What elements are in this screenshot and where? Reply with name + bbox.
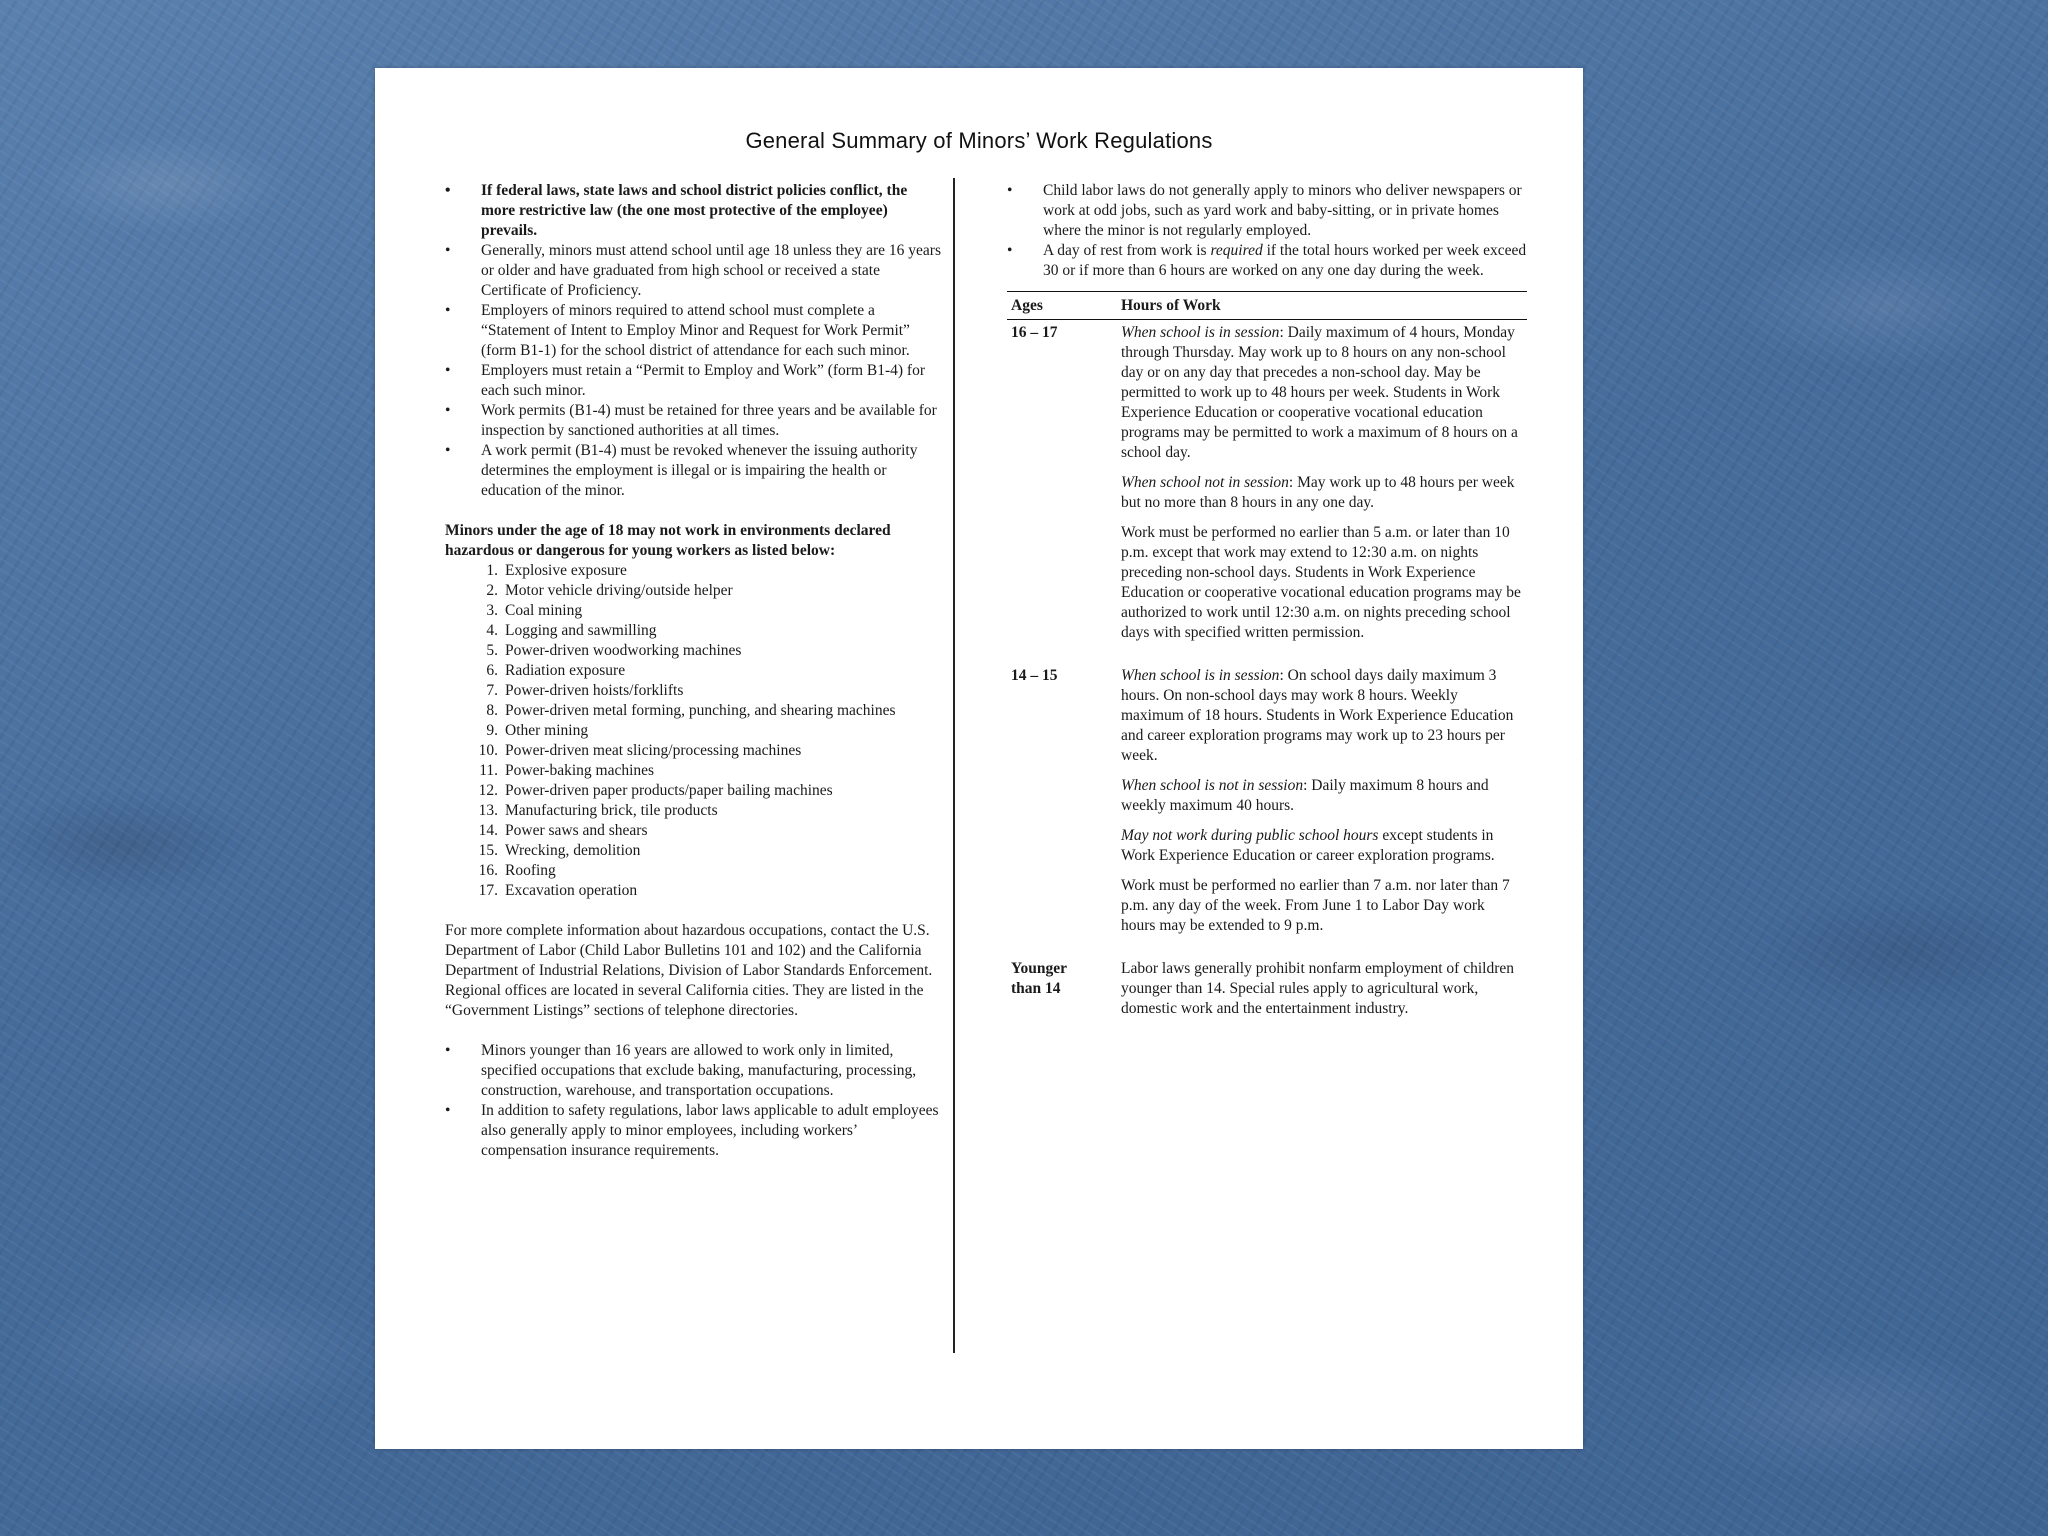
hazard-text: Power-driven metal forming, punching, and shearing machines: [505, 702, 896, 719]
bullet-icon: •: [445, 362, 451, 379]
list-item: [445, 1041, 945, 1101]
document-title: General Summary of Minors’ Work Regulations: [745, 128, 1213, 153]
list-item-text: Generally, minors must attend school until age 18 unless they are 16 years or older and have graduated from high school or received a state Certificate of Proficiency.: [481, 242, 942, 299]
emphasis-text: When school is in session: [1121, 324, 1280, 341]
hazard-number: 17.: [478, 882, 498, 899]
hazard-number: 14.: [478, 822, 498, 839]
list-item-text: Employers of minors required to attend school must complete a “Statement of Intent to Employ Minor and Request for Work Permit” (form B1-1) for the school district of attendance for each such minor.: [481, 302, 910, 359]
hazard-number: 9.: [486, 722, 498, 739]
hazard-item: [445, 761, 945, 781]
list-item: [445, 181, 945, 241]
hours-header: Hours of Work: [1121, 297, 1221, 314]
hazard-text: Wrecking, demolition: [505, 842, 641, 859]
hazard-item: [445, 801, 945, 821]
hazard-item: [445, 781, 945, 801]
hazard-item: [445, 701, 945, 721]
hazard-text: Manufacturing brick, tile products: [505, 802, 718, 819]
hours-paragraph: [1121, 323, 1521, 463]
hazard-item: [445, 581, 945, 601]
hazard-number: 3.: [486, 602, 498, 619]
hazard-item: [445, 621, 945, 641]
bullet-icon: •: [445, 402, 451, 419]
hazard-number: 1.: [486, 562, 498, 579]
hazard-item: [445, 721, 945, 741]
hours-table: [1007, 291, 1527, 1019]
document-page: [375, 68, 1583, 1449]
hazard-item: [445, 861, 945, 881]
hazard-number: 4.: [486, 622, 498, 639]
hazard-intro: Minors under the age of 18 may not work in environments declared hazardous or dangerous for young workers as listed below:: [445, 522, 891, 559]
age-text: than 14: [1011, 980, 1061, 997]
ages-header: Ages: [1011, 297, 1043, 314]
hazard-number: 13.: [478, 802, 498, 819]
hours-paragraph: Work must be performed no earlier than 7 a.m. nor later than 7 p.m. any day of the week. From June 1 to Labor Day work hours may be extended to 9 p.m.: [1121, 877, 1510, 934]
bullet-icon: •: [1007, 242, 1013, 259]
list-item-text: A work permit (B1-4) must be revoked whenever the issuing authority determines the employment is illegal or is impairing the health or education of the minor.: [481, 442, 918, 499]
bullet-icon: •: [445, 1102, 451, 1119]
hazard-number: 8.: [486, 702, 498, 719]
list-item: [445, 401, 945, 441]
hours-text: : May work up to 48 hours per week but no more than 8 hours in any one day.: [1121, 474, 1515, 511]
list-item: [445, 301, 945, 361]
hazard-number: 6.: [486, 662, 498, 679]
left-column: [445, 181, 945, 1161]
hazard-text: Logging and sawmilling: [505, 622, 657, 639]
more-info-paragraph: For more complete information about hazardous occupations, contact the U.S. Department of Labor (Child Labor Bulletins 101 and 102) and the California Department of Industrial Relations, Division of Labor Standards Enforcement. Regional offices are located in several California cities. They are listed in the “Government Listings” sections of telephone directories.: [445, 922, 933, 1019]
list-item: [1007, 241, 1527, 281]
hazard-item: [445, 641, 945, 661]
hazard-number: 15.: [478, 842, 498, 859]
table-row: [1007, 663, 1527, 936]
column-divider: [953, 178, 955, 1353]
hours-text: except students in Work Experience Education or career exploration programs.: [1121, 827, 1495, 864]
age-cell: [1007, 959, 1121, 1019]
age-cell: 16 – 17: [1011, 324, 1058, 341]
hazard-text: Motor vehicle driving/outside helper: [505, 582, 733, 599]
hazard-list: [445, 561, 945, 901]
hours-text: : Daily maximum of 4 hours, Monday through Thursday. May work up to 8 hours on any non-school day or on any day that precedes a non-school day. May be permitted to work up to 48 hours per week. Students in Work Experience Education or cooperative vocational education programs may be permitted to work a maximum of 8 hours on a school day.: [1121, 324, 1518, 461]
hazard-text: Roofing: [505, 862, 556, 879]
bullet-icon: •: [445, 242, 451, 259]
hazard-text: Power-driven paper products/paper bailing machines: [505, 782, 833, 799]
bullet-icon: •: [445, 1042, 451, 1059]
hazard-number: 10.: [478, 742, 498, 759]
hazard-item: [445, 681, 945, 701]
exemptions-list: [1007, 181, 1527, 281]
hazard-item: [445, 841, 945, 861]
hours-cell: [1121, 666, 1521, 936]
hours-paragraph: Work must be performed no earlier than 5 a.m. or later than 10 p.m. except that work may extend to 12:30 a.m. on nights preceding non-school days. Students in Work Experience Education or cooperative vocational education programs may be authorized to work until 12:30 a.m. on nights preceding school days with specified written permission.: [1121, 524, 1521, 641]
hours-cell: [1121, 323, 1521, 643]
list-item: [1007, 181, 1527, 241]
hazard-number: 7.: [486, 682, 498, 699]
hazard-text: Coal mining: [505, 602, 583, 619]
bullet-icon: •: [445, 302, 451, 319]
hazard-number: 12.: [478, 782, 498, 799]
hazard-text: Power-baking machines: [505, 762, 655, 779]
list-item: [445, 441, 945, 501]
hours-cell: [1121, 959, 1521, 1019]
bullet-icon: •: [445, 182, 451, 199]
hours-text: : On school days daily maximum 3 hours. On non-school days may work 8 hours. Weekly maximum of 18 hours. Students in Work Experience Education and career exploration programs may work up to 23 hours per week.: [1121, 667, 1514, 764]
list-item-text: Child labor laws do not generally apply to minors who deliver newspapers or work at odd jobs, such as yard work and baby-sitting, or in private homes where the minor is not regularly employed.: [1043, 182, 1522, 239]
hazard-item: [445, 741, 945, 761]
hazard-item: [445, 821, 945, 841]
bullet-icon: •: [445, 442, 451, 459]
emphasis-text: When school not in session: [1121, 474, 1289, 491]
additional-rules-list: [445, 1041, 945, 1161]
emphasis-text: May not work during public school hours: [1121, 827, 1379, 844]
age-text: Younger: [1011, 960, 1067, 977]
hazard-number: 5.: [486, 642, 498, 659]
hazard-text: Other mining: [505, 722, 589, 739]
hazard-text: Power-driven woodworking machines: [505, 642, 742, 659]
emphasis-text: required: [1210, 242, 1263, 259]
age-cell: 14 – 15: [1011, 667, 1058, 684]
hours-paragraph: [1121, 473, 1521, 513]
emphasis-text: When school is not in session: [1121, 777, 1304, 794]
hazard-text: Power saws and shears: [505, 822, 648, 839]
hours-paragraph: Labor laws generally prohibit nonfarm employment of children younger than 14. Special rules apply to agricultural work, domestic work and the entertainment industry.: [1121, 960, 1514, 1017]
list-item-text: if the total hours worked per week exceed 30 or if more than 6 hours are worked on any one day during the week.: [1043, 242, 1527, 279]
list-item: [445, 241, 945, 301]
hazard-text: Power-driven hoists/forklifts: [505, 682, 684, 699]
hazard-text: Excavation operation: [505, 882, 638, 899]
right-column: [1007, 181, 1527, 1019]
hazard-item: [445, 881, 945, 901]
hours-paragraph: [1121, 826, 1521, 866]
hazard-number: 2.: [486, 582, 498, 599]
emphasis-text: When school is in session: [1121, 667, 1280, 684]
list-item-text: A day of rest from work is: [1043, 242, 1211, 259]
list-item-text: In addition to safety regulations, labor laws applicable to adult employees also generally apply to minor employees, including workers’ compensation insurance requirements.: [481, 1102, 939, 1159]
hours-paragraph: [1121, 776, 1521, 816]
hours-text: : Daily maximum 8 hours and weekly maximum 40 hours.: [1121, 777, 1489, 814]
bullet-icon: •: [1007, 182, 1013, 199]
hazard-item: [445, 601, 945, 621]
hazard-item: [445, 661, 945, 681]
list-item: [445, 361, 945, 401]
hazard-item: [445, 561, 945, 581]
hazard-number: 16.: [478, 862, 498, 879]
hazard-text: Explosive exposure: [505, 562, 627, 579]
table-row: [1007, 320, 1527, 643]
hours-paragraph: [1121, 666, 1521, 766]
general-rules-list: [445, 181, 945, 501]
list-item: [445, 1101, 945, 1161]
list-item-text: Work permits (B1-4) must be retained for three years and be available for inspection by sanctioned authorities at all times.: [481, 402, 937, 439]
hazard-text: Radiation exposure: [505, 662, 626, 679]
table-header-row: [1007, 292, 1527, 320]
list-item-text: Employers must retain a “Permit to Employ and Work” (form B1-4) for each such minor.: [481, 362, 925, 399]
list-item-text: If federal laws, state laws and school district policies conflict, the more restrictive law (the one most protective of the employee) prevails.: [481, 182, 908, 239]
hazard-text: Power-driven meat slicing/processing machines: [505, 742, 802, 759]
list-item-text: Minors younger than 16 years are allowed to work only in limited, specified occupations that exclude baking, manufacturing, processing, construction, warehouse, and transportation occupations.: [481, 1042, 917, 1099]
table-row: [1007, 956, 1527, 1019]
hazard-number: 11.: [479, 762, 498, 779]
